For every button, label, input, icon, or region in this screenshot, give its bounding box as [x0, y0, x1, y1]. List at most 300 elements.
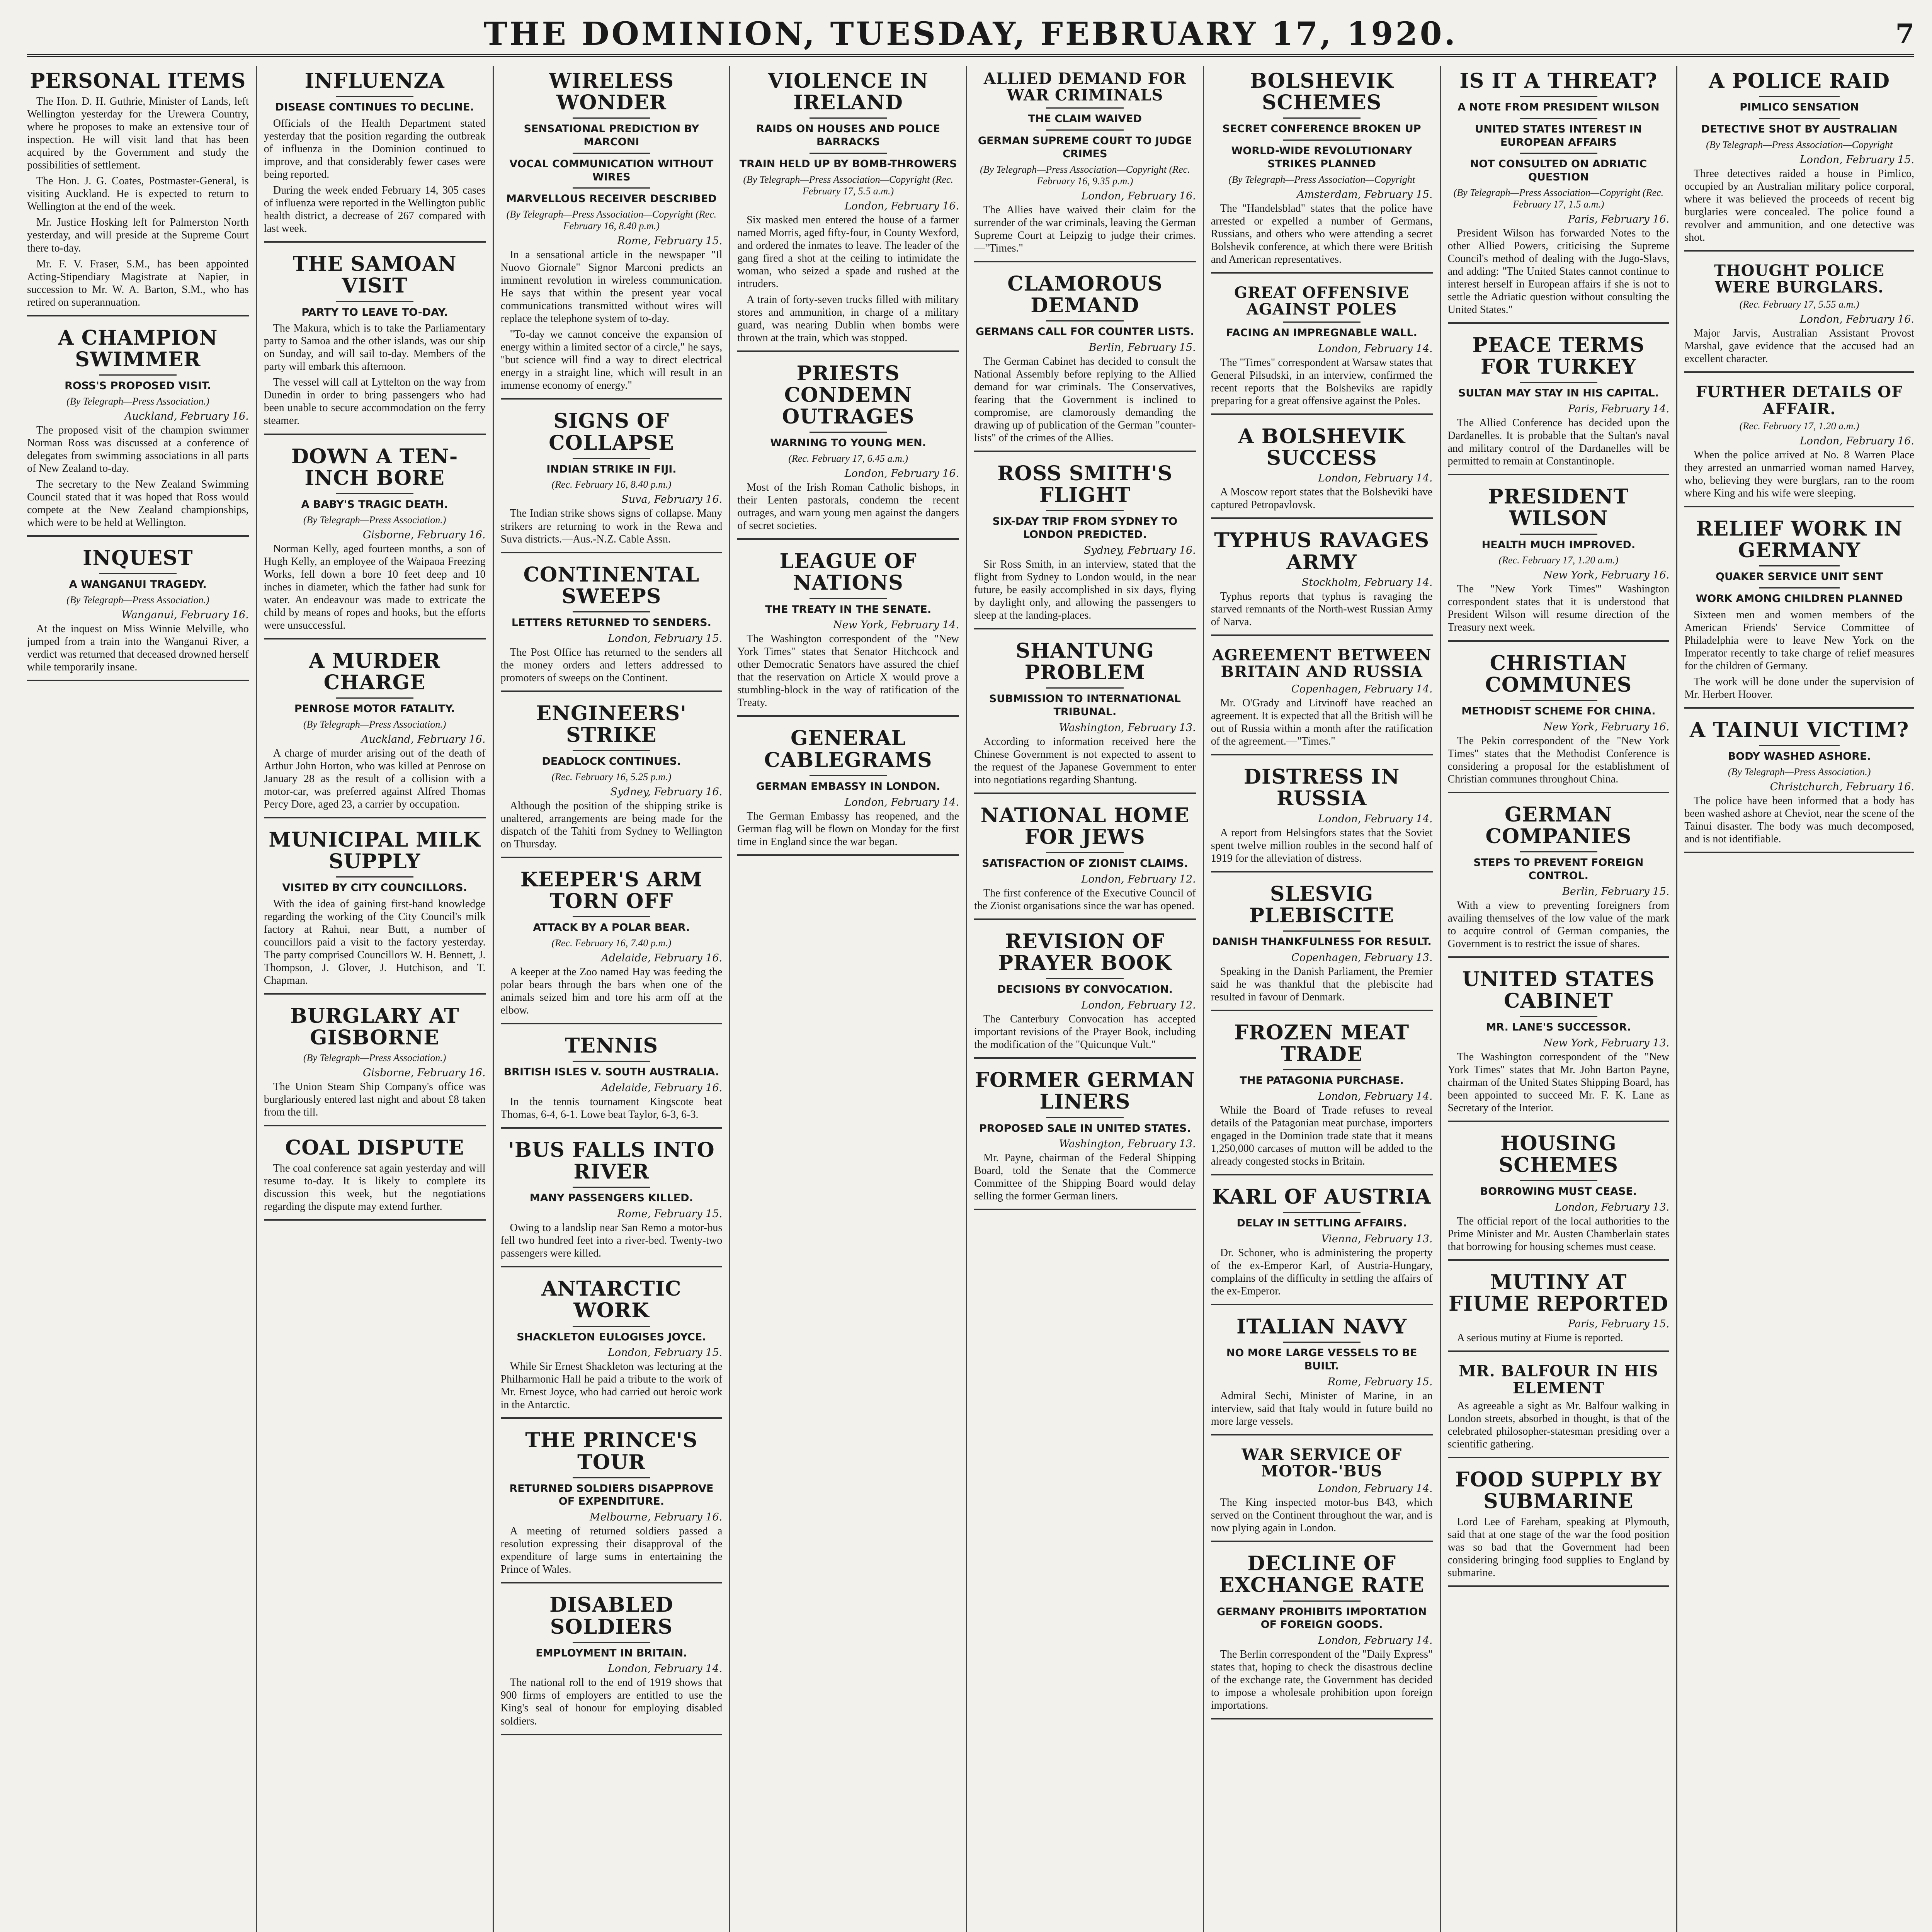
article-separator [974, 1057, 1196, 1059]
divider [1046, 107, 1124, 109]
article-paragraph: Speaking in the Danish Parliament, the Premier said he was thankful that the plebiscite had resulted in favour of Denmark. [1211, 965, 1433, 1003]
article [1211, 530, 1433, 636]
article [974, 273, 1196, 452]
article-paragraph: Norman Kelly, aged fourteen months, a son of Hugh Kelly, an employee of the Waipaoa Freezing Works, fell down a bore 10 feet deep and 10 inches in diameter, which the father had sunk for water. An endeavour was made to extricate the child by means of ropes and hooks, but the efforts were unsuccessful. [264, 543, 486, 631]
divider [573, 1642, 650, 1643]
article [1211, 426, 1433, 519]
article-paragraph: In the tennis tournament Kingscote beat Thomas, 6-4, 6-1. Lowe beat Taylor, 6-3, 6-3. [500, 1096, 723, 1121]
article-separator [1211, 871, 1433, 872]
article-separator [501, 398, 723, 400]
article-paragraph: A charge of murder arising out of the death of Arthur John Horton, who was killed at Penrose on January 28 as the result of a collision with a motor-car, was preferred against Alfred Thomas Percy Dore, aged 23, a carrier by occupation. [264, 747, 486, 810]
article-headline: A TAINUI VICTIM? [1689, 718, 1909, 742]
article-subheading: BORROWING MUST CEASE. [1480, 1185, 1637, 1198]
article-headline: RELIEF WORK IN GERMANY [1696, 517, 1903, 562]
divider [1759, 745, 1840, 746]
article-dateline: Paris, February 15. [1568, 1318, 1670, 1330]
article-separator [501, 1266, 723, 1267]
article-paragraph: The Allies have waived their claim for the surrender of the war criminals, leaving the German Supreme Court at Leipzig to judge their crimes.—"Times." [974, 204, 1196, 254]
article-headline: CONTINENTAL SWEEPS [523, 563, 700, 608]
article-subheading: GERMAN EMBASSY IN LONDON. [756, 780, 940, 793]
article-paragraph: The "Handelsblad" states that the police have arrested or expelled a number of Germans, Russians, and others who were attending a secret Bolshevik conference, at which there were British and American representatives. [1211, 202, 1433, 265]
article-separator [264, 434, 486, 435]
divider [1046, 129, 1124, 131]
article-headline: TENNIS [565, 1034, 658, 1058]
article-separator [737, 538, 959, 540]
article-credit: (By Telegraph—Press Association.) [66, 594, 209, 605]
article-paragraph: The King inspected motor-bus B43, which served on the Continent throughout the war, and is now plying again in London. [1211, 1497, 1433, 1534]
article-separator [1448, 1585, 1670, 1587]
article-dateline: London, February 14. [1318, 472, 1433, 485]
article-paragraph: A train of forty-seven trucks filled with military stores and ammunition, in charge of a military guard, was nearing Dublin when bombs were thrown at the train, which was stopped. [737, 293, 959, 344]
divider [1520, 534, 1597, 535]
article-headline: DISTRESS IN RUSSIA [1243, 765, 1400, 811]
article [1448, 486, 1670, 641]
article-paragraph: The Makura, which is to take the Parliamentary party to Samoa and the other islands, was our ship on Sunday, and will sail to-day. Members of the party will embark this afternoon. [264, 322, 486, 373]
article-dateline: Adelaide, February 16. [601, 952, 723, 964]
article-dateline: London, February 16. [844, 468, 959, 480]
article-paragraph: While the Board of Trade refuses to reveal details of the Patagonian meat purchase, importers engaged in the Dominion trade state that it means 1,250,000 carcases of mutton will be added to the already congested stocks in Britain. [1211, 1104, 1433, 1167]
article-headline: DECLINE OF EXCHANGE RATE [1219, 1552, 1425, 1597]
article-separator [264, 993, 486, 995]
article [974, 805, 1196, 920]
article [1448, 969, 1670, 1122]
divider [573, 916, 650, 917]
divider [1283, 930, 1361, 932]
divider [1520, 153, 1597, 154]
article-subheading: WORK AMONG CHILDREN PLANNED [1696, 592, 1903, 605]
article-paragraph: The Washington correspondent of the "New York Times" states that Senator Hitchcock and other Democratic Senators have assured the chief that the reservation on Article X would prove a stumbling-block in the way of ratification of the Treaty. [737, 633, 959, 709]
article-separator [27, 680, 249, 681]
article-dateline: Melbourne, February 16. [590, 1511, 723, 1524]
article-subheading: THE TREATY IN THE SENATE. [765, 603, 932, 616]
article-paragraph: At the inquest on Miss Winnie Melville, who jumped from a train into the Wanganui River, a verdict was returned that deceased drowned herself while temporarily insane. [27, 622, 249, 673]
article-separator [1684, 371, 1914, 373]
article [1211, 1553, 1433, 1719]
article-dateline: New York, February 16. [1543, 721, 1670, 733]
article-separator [501, 1417, 723, 1419]
article-separator [264, 1125, 486, 1126]
article-credit: (Rec. February 17, 5.55 a.m.) [1739, 299, 1859, 310]
article-separator [1448, 474, 1670, 475]
article-paragraph: Mr. Justice Hosking left for Palmerston North yesterday, and will preside at the Supreme Court there to-day. [27, 216, 249, 254]
divider [810, 153, 887, 154]
article-subheading: THE PATAGONIA PURCHASE. [1240, 1075, 1404, 1087]
article-paragraph: The Washington correspondent of the "New York Times" states that Mr. John Barton Payne, chairman of the United States Shipping Board, has been appointed to succeed Mr. F. K. Lane as Secretary of the Interior. [1447, 1051, 1670, 1114]
article-separator [974, 451, 1196, 452]
article [1211, 766, 1433, 872]
article-paragraph: A keeper at the Zoo named Hay was feeding the polar bears through the bars when one of the animals seized him and tore his arm off at the elbow. [500, 966, 723, 1017]
article-separator [1684, 852, 1914, 853]
article [264, 829, 486, 995]
divider [1520, 1016, 1597, 1017]
divider [99, 573, 177, 574]
article-headline: INFLUENZA [304, 69, 445, 93]
article [1684, 719, 1914, 853]
article-headline: UNITED STATES CABINET [1462, 967, 1655, 1013]
article-subheading: RETURNED SOLDIERS DISAPPROVE OF EXPENDITURE. [509, 1482, 714, 1508]
article [501, 1594, 723, 1735]
article-headline: INQUEST [83, 546, 193, 570]
article-separator [501, 552, 723, 553]
article-credit: (Rec. February 16, 8.40 p.m.) [551, 479, 672, 490]
article-separator [974, 918, 1196, 920]
article [264, 1005, 486, 1126]
article-separator [974, 261, 1196, 262]
article-separator [27, 535, 249, 537]
article [1448, 1133, 1670, 1261]
article-credit: (By Telegraph—Press Association.) [303, 1052, 446, 1063]
article-paragraph: Lord Lee of Fareham, speaking at Plymouth, said that at one stage of the war the food position was so bad that the Government had been considering bringing food supplies to England by submarine. [1447, 1516, 1670, 1579]
article-separator [501, 1023, 723, 1024]
article-paragraph: In a sensational article in the newspaper "Il Nuovo Giornale" Signor Marconi predicts an imminent revolution in wireless communication. He says that within the present year vocal communications transmitted without wires will replace the telephone system of to-day. [500, 249, 723, 325]
article-paragraph: As agreeable a sight as Mr. Balfour walking in London streets, absorbed in thought, is that of the celebrated philosopher-statesman presiding over a scientific gathering. [1447, 1400, 1670, 1450]
article [974, 70, 1196, 262]
article-separator [1211, 1010, 1433, 1011]
article-subheading: STEPS TO PREVENT FOREIGN CONTROL. [1473, 857, 1644, 882]
article-headline: BOLSHEVIK SCHEMES [1250, 69, 1394, 115]
article-subheading: NOT CONSULTED ON ADRIATIC QUESTION [1470, 158, 1647, 184]
article-headline: PERSONAL ITEMS [30, 69, 246, 93]
article [501, 869, 723, 1024]
article-separator [1448, 1121, 1670, 1122]
article [1684, 262, 1914, 373]
article-subheading: BODY WASHED ASHORE. [1728, 750, 1871, 762]
article-dateline: Wanganui, February 16. [121, 609, 249, 621]
article [974, 463, 1196, 629]
article-subheading: ATTACK BY A POLAR BEAR. [533, 922, 690, 934]
article-subheading: WARNING TO YOUNG MEN. [770, 437, 926, 449]
article-headline: AGREEMENT BETWEEN BRITAIN AND RUSSIA [1212, 646, 1432, 681]
article [1448, 335, 1670, 475]
article-subheading: DISEASE CONTINUES TO DECLINE. [275, 101, 474, 114]
article-subheading: NO MORE LARGE VESSELS TO BE BUILT. [1226, 1347, 1417, 1372]
divider [573, 117, 650, 119]
article-dateline: London, February 14. [1318, 1090, 1433, 1102]
article-dateline: Gisborne, February 16. [362, 529, 486, 541]
divider [1520, 1180, 1597, 1181]
article-subheading: TRAIN HELD UP BY BOMB-THROWERS [739, 158, 957, 170]
article-dateline: Rome, February 15. [1327, 1376, 1433, 1388]
article-separator [1211, 754, 1433, 755]
article-dateline: Auckland, February 16. [124, 410, 249, 422]
article-separator [737, 715, 959, 717]
article [1684, 384, 1914, 507]
article-paragraph: The Indian strike shows signs of collapse. Many strikers are returning to work in the Rewa and Suva districts.—Aus.-N.Z. Cable Assn. [500, 507, 723, 545]
article [1448, 804, 1670, 958]
article-headline: LEAGUE OF NATIONS [779, 549, 917, 595]
article-paragraph: Six masked men entered the house of a farmer named Morris, aged fifty-four, in County Wexford, and ordered the inmates to leave. The leader of the gang fired a shot at the ceiling to intimidate the woman, who seized a spade and rushed at the intruders. [737, 214, 959, 290]
article [1211, 70, 1433, 274]
article-separator [501, 1582, 723, 1583]
article-separator [737, 350, 959, 352]
article-headline: SIGNS OF COLLAPSE [549, 409, 674, 455]
article-separator [1448, 1350, 1670, 1352]
divider [1283, 1600, 1361, 1602]
article-dateline: Vienna, February 13. [1321, 1233, 1433, 1245]
article-headline: THE SAMOAN VISIT [293, 252, 457, 298]
article-subheading: DELAY IN SETTLING AFFAIRS. [1236, 1217, 1407, 1230]
article-headline: NATIONAL HOME FOR JEWS [980, 803, 1190, 849]
article [1211, 1022, 1433, 1175]
article-credit: (Rec. February 17, 1.20 a.m.) [1498, 554, 1619, 566]
article-paragraph: During the week ended February 14, 305 cases of influenza were reported in the Wellington public health district, a decrease of 267 compared with last week. [264, 184, 486, 235]
article-subheading: PENROSE MOTOR FATALITY. [294, 703, 455, 715]
article-headline: DISABLED SOLDIERS [549, 1593, 673, 1639]
article-credit: (By Telegraph—Press Association.) [1728, 766, 1871, 777]
divider [1283, 1069, 1361, 1070]
article-paragraph: The Hon. D. H. Guthrie, Minister of Lands, left Wellington yesterday for the Urewera Country, where he proposes to make an extensive tour of inspection. He will visit land that has been acquired by the Government and study the possibilities of settlement. [27, 95, 249, 172]
article-dateline: London, February 16. [844, 200, 959, 212]
divider [810, 775, 887, 776]
divider [573, 458, 650, 459]
article [501, 1278, 723, 1419]
divider [336, 493, 413, 494]
article-headline: MUTINY AT FIUME REPORTED [1448, 1270, 1668, 1316]
article-headline: DOWN A TEN-INCH BORE [291, 444, 458, 490]
article [737, 363, 959, 540]
divider [1046, 1117, 1124, 1118]
article-paragraph: The Allied Conference has decided upon the Dardanelles. It is probable that the Sultan's naval and military control of the Dardanelles will be permitted to remain at Constantinople. [1447, 417, 1670, 468]
divider [1046, 687, 1124, 689]
article-subheading: SIX-DAY TRIP FROM SYDNEY TO LONDON PREDICTED. [992, 515, 1178, 541]
article-paragraph: The Hon. J. G. Coates, Postmaster-General, is visiting Auckland. He is expected to return to Wellington at the end of the week. [27, 175, 249, 213]
article-dateline: London, February 14. [1318, 1634, 1433, 1647]
article-headline: WIRELESS WONDER [549, 69, 674, 115]
article-paragraph: The German Cabinet has decided to consult the National Assembly before replying to the Allied demand for war criminals. The Conservatives, fearing that the Government is inclined to compromise, are clamorously demanding the drawing up of publication of the German "counter-lists" of the crimes of the Allies. [974, 355, 1196, 444]
article-paragraph: A report from Helsingfors states that the Soviet spent twelve million roubles in the second half of 1919 for the alleviation of distress. [1211, 827, 1433, 864]
column-5 [974, 66, 1204, 1932]
masthead-title: THE DOMINION, TUESDAY, FEBRUARY 17, 1920. [483, 15, 1458, 53]
column-6 [1211, 66, 1441, 1932]
article-paragraph: Three detectives raided a house in Pimlico, occupied by an Australian military police corporal, where it was believed the proceeds of recent big burglaries were concealed. The police found a revolver and ammunition, and one detective was shot. [1684, 167, 1914, 243]
article-separator [974, 1209, 1196, 1210]
article-headline: HOUSING SCHEMES [1498, 1131, 1619, 1177]
article-separator [264, 241, 486, 243]
divider [1520, 96, 1597, 97]
divider [1046, 852, 1124, 853]
article-dateline: London, February 15. [607, 632, 723, 645]
article-subheading: MANY PASSENGERS KILLED. [529, 1192, 693, 1204]
article-separator [501, 857, 723, 858]
article-dateline: Auckland, February 16. [361, 733, 486, 745]
article-separator [974, 793, 1196, 794]
article-dateline: London, February 14. [1318, 1483, 1433, 1495]
article-subheading: PROPOSED SALE IN UNITED STATES. [979, 1122, 1191, 1134]
article-headline: MR. BALFOUR IN HIS ELEMENT [1459, 1362, 1658, 1397]
article-separator [1211, 1541, 1433, 1542]
article-dateline: London, February 13. [1554, 1201, 1670, 1213]
article [501, 1139, 723, 1267]
divider [810, 598, 887, 599]
article-dateline: Berlin, February 15. [1088, 341, 1196, 354]
article-dateline: London, February 14. [1318, 813, 1433, 825]
article-subheading: A BABY'S TRAGIC DEATH. [301, 498, 448, 510]
divider [1759, 96, 1840, 97]
article-paragraph: Dr. Schoner, who is administering the property of the ex-Emperor Karl, of Austria-Hungary, complains of the difficulty in settling the affairs of the ex-Emperor. [1211, 1247, 1433, 1298]
article-paragraph: The vessel will call at Lyttelton on the way from Dunedin in order to bring passengers who had been unable to secure accommodation on the ferry steamer. [264, 376, 486, 427]
article-paragraph: "To-day we cannot conceive the expansion of energy within a limited sector of a circle," he says, "but science will find a way to direct electrical energy in a straight line, which will result in an immense economy of energy." [500, 328, 723, 392]
article-subheading: VOCAL COMMUNICATION WITHOUT WIRES [509, 158, 714, 183]
article-credit: (By Telegraph—Press Association—Copyright [1228, 173, 1415, 185]
article [264, 1137, 486, 1221]
divider [573, 1326, 650, 1327]
article-headline: ITALIAN NAVY [1236, 1315, 1407, 1339]
article-credit: (By Telegraph—Press Association—Copyright (Rec. February 16, 9.35 p.m.) [980, 163, 1190, 187]
divider [1046, 510, 1124, 511]
column-3 [501, 66, 731, 1932]
article-dateline: Copenhagen, February 14. [1291, 683, 1433, 696]
masthead [27, 15, 1914, 57]
article-dateline: Suva, February 16. [621, 493, 723, 506]
article-subheading: UNITED STATES INTEREST IN EUROPEAN AFFAIRS [1475, 123, 1642, 148]
article-paragraph: Admiral Sechi, Minister of Marine, in an interview, said that Italy would in future build no more large vessels. [1211, 1389, 1433, 1427]
article-paragraph: A Moscow report states that the Bolsheviki have captured Petropavlovsk. [1211, 486, 1433, 511]
article-headline: PRIESTS CONDEMN OUTRAGES [782, 361, 915, 429]
article-dateline: Stockholm, February 14. [1301, 576, 1433, 588]
divider [1520, 700, 1597, 701]
article-subheading: EMPLOYMENT IN BRITAIN. [536, 1647, 687, 1659]
article-dateline: Adelaide, February 16. [601, 1082, 723, 1094]
column-2 [264, 66, 494, 1932]
article-headline: FOOD SUPPLY BY SUBMARINE [1455, 1468, 1662, 1513]
article-separator [264, 817, 486, 818]
article-dateline: Berlin, February 15. [1562, 885, 1670, 898]
article-separator [1211, 413, 1433, 415]
article-subheading: SHACKLETON EULOGISES JOYCE. [517, 1331, 706, 1343]
article-credit: (By Telegraph—Press Association.) [303, 718, 446, 730]
article-paragraph: With the idea of gaining first-hand knowledge regarding the working of the City Council's milk factory at Rahui, near Butt, a number of councillors paid a visit to the factory yesterday. The party comprised Councillors W. H. Bennett, J. Thompson, J. Glover, J. Hutchison, and T. Chapman. [264, 898, 486, 987]
article-credit: (Rec. February 16, 5.25 p.m.) [551, 771, 672, 782]
article [1211, 284, 1433, 415]
article-headline: FURTHER DETAILS OF AFFAIR. [1696, 383, 1903, 418]
article-separator [1448, 792, 1670, 793]
article [264, 70, 486, 243]
article-paragraph: Most of the Irish Roman Catholic bishops, in their Lenten pastorals, condemn the recent outrages, and warn young men against the dangers of secret societies. [737, 481, 959, 532]
article-paragraph: The Canterbury Convocation has accepted important revisions of the Prayer Book, including the modification of the "Quicunque Vult." [974, 1013, 1196, 1051]
article-headline: GREAT OFFENSIVE AGAINST POLES [1234, 283, 1410, 318]
divider [1046, 320, 1124, 321]
divider [336, 876, 413, 878]
article [501, 1035, 723, 1129]
divider [1759, 587, 1840, 588]
article-subheading: GERMANY PROHIBITS IMPORTATION OF FOREIGN GOODS. [1217, 1605, 1427, 1631]
article [1211, 883, 1433, 1011]
article-dateline: London, February 12. [1081, 873, 1196, 885]
article-headline: ALLIED DEMAND FOR WAR CRIMINALS [983, 70, 1186, 105]
article-separator [1211, 634, 1433, 636]
article-dateline: London, February 14. [607, 1663, 723, 1675]
article-separator [1684, 506, 1914, 507]
article-paragraph: The "New York Times'" Washington correspondent states that it is understood that President Wilson will resume direction of the Treasury next week. [1447, 583, 1670, 634]
article-dateline: Washington, February 13. [1059, 1138, 1196, 1150]
divider [573, 1187, 650, 1188]
article [1448, 1272, 1670, 1352]
article-subheading: SULTAN MAY STAY IN HIS CAPITAL. [1458, 387, 1659, 400]
divider [1520, 382, 1597, 383]
article-headline: 'BUS FALLS INTO RIVER [508, 1138, 715, 1184]
article-credit: (By Telegraph—Press Association—Copyright (Rec. February 17, 1.5 a.m.) [1453, 187, 1664, 210]
article-paragraph: The work will be done under the supervision of Mr. Herbert Hoover. [1684, 675, 1914, 701]
article [1448, 1363, 1670, 1458]
divider [1046, 978, 1124, 979]
article-separator [1684, 707, 1914, 709]
article [737, 551, 959, 717]
article-headline: CHRISTIAN COMMUNES [1485, 651, 1632, 697]
article-separator [1448, 322, 1670, 324]
divider [1520, 118, 1597, 119]
article-dateline: Rome, February 15. [617, 1208, 723, 1220]
article-headline: SLESVIG PLEBISCITE [1249, 882, 1395, 927]
article-paragraph: Although the position of the shipping strike is unaltered, arrangements are being made for the dispatch of the Tahiti from Sydney to Wellington on Thursday. [500, 799, 723, 850]
article-dateline: Paris, February 16. [1568, 213, 1670, 225]
article-dateline: New York, February 16. [1543, 569, 1670, 582]
article [1211, 1316, 1433, 1435]
article-subheading: PARTY TO LEAVE TO-DAY. [301, 306, 448, 318]
article-paragraph: The "Times" correspondent at Warsaw states that General Pilsudski, in an interview, confirmed the recent reports that the Bolsheviks are rapidly preparing for a great offensive against the Poles. [1211, 356, 1433, 407]
divider [573, 1061, 650, 1062]
article-paragraph: Sir Ross Smith, in an interview, stated that the flight from Sydney to London would, in the near future, be easily accomplished in six days, flying by daylight only, and allowing the passengers to sleep at the landing-places. [974, 558, 1196, 621]
divider [1759, 565, 1840, 566]
article-dateline: Washington, February 13. [1059, 721, 1196, 734]
article-paragraph: The proposed visit of the champion swimmer Norman Ross was discussed at a conference of delegates from swimming associations in all parts of New Zealand to-day. [27, 424, 249, 474]
article [1211, 1186, 1433, 1305]
article-headline: GENERAL CABLEGRAMS [764, 726, 932, 772]
column-7 [1448, 66, 1678, 1932]
article-dateline: London, February 15. [607, 1347, 723, 1359]
article-dateline: London, February 16. [1081, 190, 1196, 202]
article-paragraph: The Union Steam Ship Company's office was burglariously entered last night and about £8 taken from the till. [264, 1080, 486, 1118]
article-paragraph: Mr. F. V. Fraser, S.M., has been appointed Acting-Stipendiary Magistrate at Napier, in succession to Mr. W. A. Barton, S.M., who has retired on superannuation. [27, 258, 249, 308]
article-credit: (Rec. February 17, 6.45 a.m.) [788, 453, 908, 464]
article [1684, 518, 1914, 709]
column-8 [1684, 66, 1914, 1932]
article-paragraph: Mr. Payne, chairman of the Federal Shipping Board, told the Senate that the Commerce Committee of the Shipping Board would delay selling the former German liners. [974, 1152, 1196, 1202]
article-subheading: A WANGANUI TRAGEDY. [69, 578, 207, 591]
divider [1759, 118, 1840, 119]
article-subheading: QUAKER SERVICE UNIT SENT [1716, 571, 1883, 583]
columns-container [27, 66, 1914, 1932]
article-subheading: DETECTIVE SHOT BY AUSTRALIAN [1701, 123, 1898, 135]
article-separator [1448, 956, 1670, 958]
article-subheading: LETTERS RETURNED TO SENDERS. [511, 616, 711, 629]
article-headline: CLAMOROUS DEMAND [1007, 272, 1163, 317]
article-subheading: WORLD-WIDE REVOLUTIONARY STRIKES PLANNED [1231, 145, 1412, 170]
article-headline: FROZEN MEAT TRADE [1234, 1020, 1410, 1066]
article-paragraph: The German Embassy has reopened, and the German flag will be flown on Monday for the first time in England since the war began. [737, 810, 959, 848]
article-credit: (By Telegraph—Press Association—Copyright (Rec. February 16, 8.40 p.m.) [506, 209, 717, 232]
article-paragraph: The Berlin correspondent of the "Daily Express" states that, hoping to check the disastrous decline of the exchange rate, the Government has decided to impose a wholesale prohibition upon foreign importations. [1211, 1648, 1433, 1712]
article-separator [737, 854, 959, 856]
article-dateline: Sydney, February 16. [1083, 544, 1196, 556]
article-separator [1448, 640, 1670, 642]
article-separator [1448, 1259, 1670, 1261]
article-paragraph: A meeting of returned soldiers passed a resolution expressing their disapproval of the expenditure of large sums in entertaining the Prince of Wales. [500, 1525, 723, 1576]
divider [1283, 321, 1361, 323]
article-subheading: ROSS'S PROPOSED VISIT. [65, 379, 211, 392]
article-dateline: London, February 12. [1081, 999, 1196, 1012]
article [501, 703, 723, 858]
article-subheading: METHODIST SCHEME FOR CHINA. [1461, 705, 1656, 717]
article-paragraph: When the police arrived at No. 8 Warren Place they arrested an unmarried woman named Harvey, who, believing they were burglars, ran to the room where King and his wife were sleeping. [1684, 449, 1914, 499]
article [1448, 1469, 1670, 1587]
divider [1283, 1212, 1361, 1213]
article [1448, 70, 1670, 324]
article-separator [27, 315, 249, 316]
article-subheading: GERMANS CALL FOR COUNTER LISTS. [975, 326, 1194, 338]
article-separator [1211, 1174, 1433, 1175]
article [974, 640, 1196, 794]
article-dateline: London, February 14. [1318, 342, 1433, 355]
